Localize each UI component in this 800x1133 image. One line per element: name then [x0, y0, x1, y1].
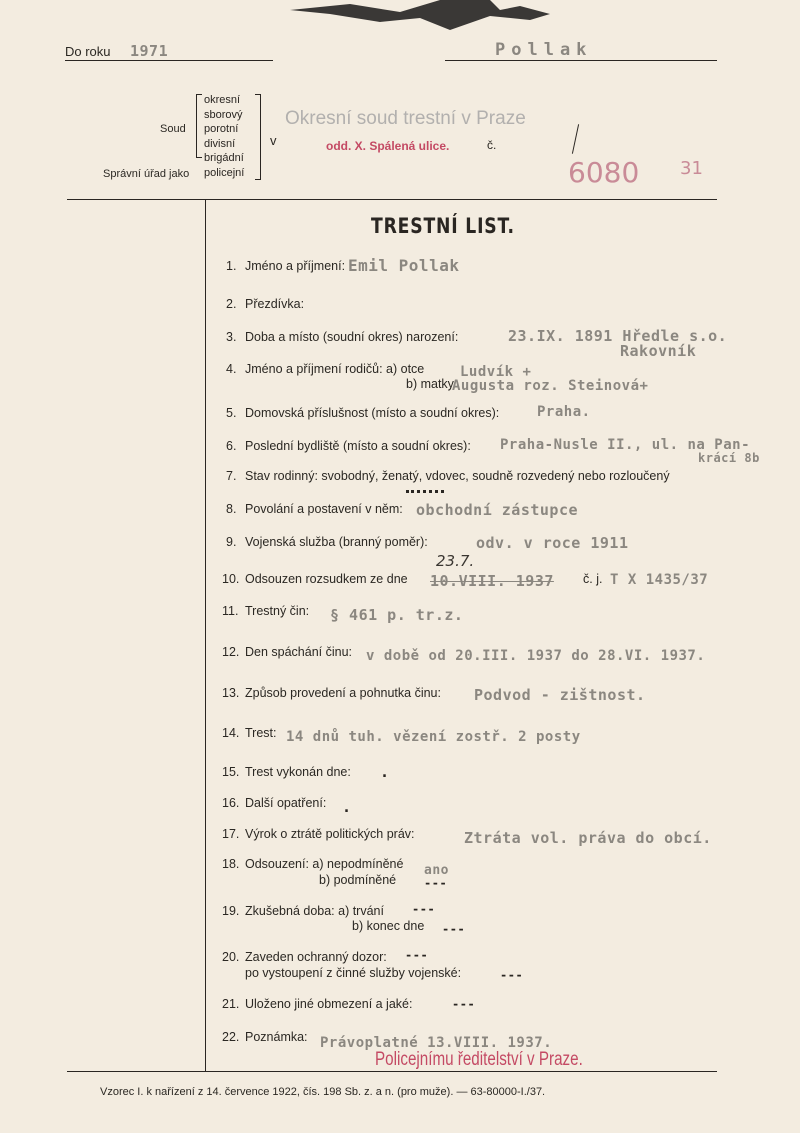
case-number-value: T X 1435/37	[610, 572, 709, 588]
c-label: č.	[487, 138, 497, 152]
field-label-father: Jméno a příjmení rodičů: a) otce	[245, 362, 425, 376]
field-value-military: odv. v roce 1911	[476, 534, 629, 552]
field-label-marital: Stav rodinný: svobodný, ženatý, vdovec, soudně rozvedený nebo rozloučený	[245, 469, 670, 483]
top-separator	[67, 199, 717, 200]
court-option: sborový	[204, 108, 243, 121]
field-value-father: Ludvík +	[460, 364, 532, 380]
court-stamp-line1: Okresní soud trestní v Praze	[285, 108, 526, 129]
slash-mark	[572, 124, 579, 154]
field-label-sentence-date: Odsouzen rozsudkem ze dne	[245, 572, 408, 586]
field-value-offense-date: v době od 20.III. 1937 do 28.VI. 1937.	[366, 648, 706, 664]
field-label-political-rights: Výrok o ztrátě politických práv:	[245, 827, 415, 841]
field-label-other-restriction: Uloženo jiné obmezení a jaké:	[245, 997, 413, 1011]
left-margin-line	[205, 199, 206, 1071]
field-label-served: Trest vykonán dne:	[245, 765, 351, 779]
field-number: 20.	[222, 950, 240, 964]
document-title: TRESTNÍ LIST.	[371, 214, 515, 238]
field-label-birth: Doba a místo (soudní okres) narození:	[245, 330, 459, 344]
footer-form-reference: Vzorec I. k nařízení z 14. července 1922, čís. 198 Sb. z. a n. (pro muže). — 63-80000-I./37.	[100, 1086, 546, 1098]
field-number: 4.	[226, 362, 237, 376]
soud-label: Soud	[160, 123, 186, 135]
field-number: 5.	[226, 406, 237, 420]
field-number: 1.	[226, 259, 237, 273]
field-value-offense: § 461 p. tr.z.	[330, 606, 464, 624]
header-line-right	[445, 60, 717, 61]
court-option: policejní	[204, 166, 245, 179]
field-value-sentence-date: 10.VIII. 1937	[430, 572, 554, 590]
bottom-separator	[67, 1071, 717, 1072]
field-number: 17.	[222, 827, 240, 841]
field-number: 22.	[222, 1030, 240, 1044]
court-brace-right	[255, 94, 261, 180]
field-label-probation-duration: Zkušebná doba: a) trvání	[245, 904, 384, 918]
field-label-punishment: Trest:	[245, 726, 277, 740]
field-label-probation-end: b) konec dne	[352, 919, 425, 933]
do-roku-label: Do roku	[65, 44, 111, 59]
field-number: 3.	[226, 330, 237, 344]
handwritten-date: 23.7.	[436, 552, 475, 570]
field-number: 13.	[222, 686, 240, 700]
spravni-urad-label: Správní úřad jako	[103, 168, 190, 180]
field-number: 18.	[222, 857, 240, 871]
field-number: 21.	[222, 997, 240, 1011]
field-label-after-military: po vystoupení z činné služby vojenské:	[245, 966, 462, 980]
pencil-number: 6080	[568, 156, 640, 189]
marital-underline	[406, 490, 444, 493]
field-number: 19.	[222, 904, 240, 918]
court-option: porotní	[204, 123, 239, 135]
field-value-further-measures: .	[342, 798, 352, 816]
field-number: 2.	[226, 297, 237, 311]
field-value-domicile: Praha.	[537, 404, 591, 420]
field-value-residence: Praha-Nusle II., ul. na Pan-	[500, 437, 751, 453]
field-value-after-military: ---	[500, 968, 524, 982]
field-value-name: Emil Pollak	[348, 256, 460, 275]
torn-edge-mark	[290, 0, 550, 34]
field-number: 16.	[222, 796, 240, 810]
field-number: 10.	[222, 572, 240, 586]
field-value-conditional: ---	[424, 876, 448, 890]
field-number: 9.	[226, 535, 237, 549]
field-label-conditional: b) podmíněné	[319, 873, 397, 887]
field-value-probation-end: ---	[442, 922, 466, 936]
field-value-note: Právoplatné 13.VIII. 1937.	[320, 1035, 553, 1051]
do-roku-value: 1971	[130, 42, 169, 60]
field-label-occupation: Povolání a postavení v něm:	[245, 502, 403, 516]
field-number: 6.	[226, 439, 237, 453]
field-value-political-rights: Ztráta vol. práva do obcí.	[464, 829, 712, 847]
field-value-served: .	[380, 763, 390, 781]
field-value-birth-district: Rakovník	[620, 342, 697, 360]
field-label-mother: b) matky	[406, 377, 454, 391]
field-value-supervision: ---	[405, 948, 429, 962]
field-number: 14.	[222, 726, 240, 740]
court-stamp-line2: odd. X. Spálená ulice.	[326, 139, 450, 153]
police-stamp: Policejnímu ředitelství v Praze.	[375, 1049, 583, 1070]
field-number: 8.	[226, 502, 237, 516]
field-value-other-restriction: ---	[452, 997, 476, 1011]
field-label-military: Vojenská služba (branný poměr):	[245, 535, 428, 549]
court-option: okresní	[204, 94, 241, 106]
field-value-probation-duration: ---	[412, 902, 436, 916]
court-option: divisní	[204, 137, 236, 150]
field-number: 11.	[222, 604, 239, 618]
field-label-note: Poznámka:	[245, 1030, 308, 1044]
surname: Pollak	[495, 40, 593, 60]
field-number: 7.	[226, 469, 237, 483]
field-label-nickname: Přezdívka:	[245, 297, 305, 311]
field-label-offense-date: Den spáchání činu:	[245, 645, 353, 659]
field-label-name: Jméno a příjmení:	[245, 259, 346, 273]
header-line-left	[65, 60, 273, 61]
field-value-method: Podvod - zištnost.	[474, 686, 646, 704]
field-label-method: Způsob provedení a pohnutka činu:	[245, 686, 441, 700]
court-brace-left	[196, 94, 202, 158]
v-label: v	[270, 133, 277, 148]
field-label-domicile: Domovská příslušnost (místo a soudní okres):	[245, 406, 500, 420]
field-label-unconditional: Odsouzení: a) nepodmíněné	[245, 857, 404, 871]
field-label-residence: Poslední bydliště (místo a soudní okres):	[245, 439, 471, 453]
field-number: 12.	[222, 645, 240, 659]
pencil-suffix: 31	[680, 158, 703, 179]
field-label-offense: Trestný čin:	[245, 604, 310, 618]
field-value-occupation: obchodní zástupce	[416, 501, 579, 519]
field-number: 15.	[222, 765, 240, 779]
court-options	[204, 93, 244, 180]
field-value-residence-line2: krácí 8b	[698, 451, 760, 465]
field-value-unconditional: ano	[424, 863, 449, 878]
field-label-supervision: Zaveden ochranný dozor:	[245, 950, 387, 964]
field-value-birth: 23.IX. 1891 Hředle s.o.	[508, 327, 728, 345]
court-option: brigádní	[204, 152, 244, 164]
field-value-mother: Augusta roz. Steinová+	[452, 378, 649, 394]
field-value-punishment: 14 dnů tuh. vězení zostř. 2 posty	[286, 729, 581, 745]
case-number-label: č. j.	[583, 572, 603, 586]
field-label-further-measures: Další opatření:	[245, 796, 327, 810]
